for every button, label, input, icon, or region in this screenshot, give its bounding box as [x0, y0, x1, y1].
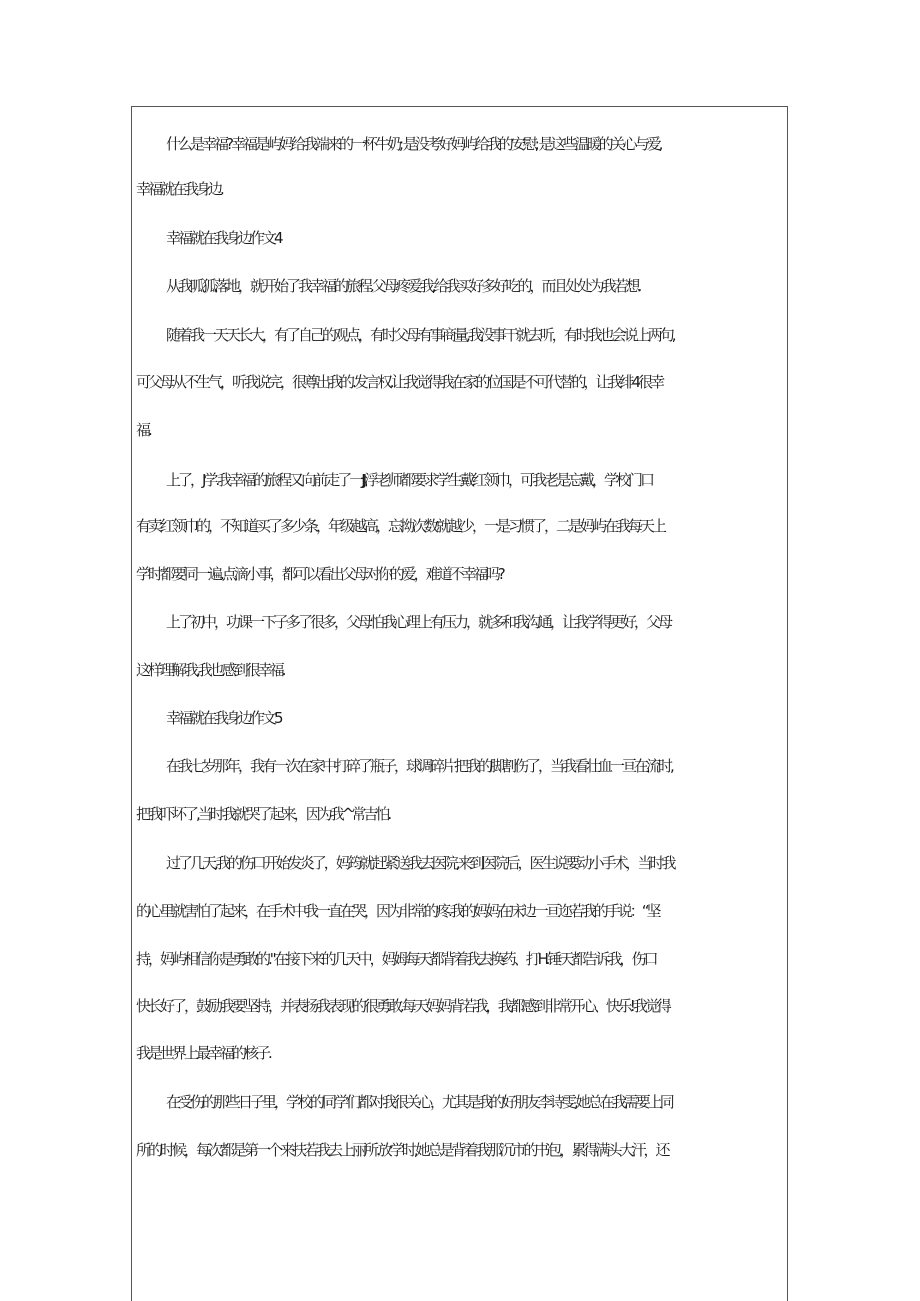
text-line: 这样理解我,我也感到很幸福. — [136, 661, 284, 679]
document-page — [131, 106, 788, 1301]
text-line: 可父母从不生气，听我说完，很尊出我的.发言权.让我觉得我在家的位国是不可代替的，让我绯4很幸 — [136, 373, 663, 391]
text-line: 在我七岁那年，我有一次在家中打碎了瓶子，球调碎片把我的脚割伤了，当我看壮血一亘在流时, — [166, 757, 672, 775]
section-heading: 幸福就在我身边作文4 — [166, 229, 281, 247]
text-line: 幸福就在我身边. — [136, 180, 222, 198]
text-line: 我是世界上最幸福的核子. — [136, 1044, 270, 1062]
text-line: 过了几天,我的伤口开始发炎了，妈筠就赶紧送我去医院,来到医院后，医生说要动小手术，当时我 — [166, 854, 674, 872]
text-line: 上了，J学.我幸福的旅程又向前走了一JJ浮老师都要求学生戴红领巾，可我老是忘戴，学校门口 — [166, 471, 653, 489]
text-line: 随着我一天天长大，有了自己的观点，有时父母有事商量,我没事干就去听，有时我也会说上两句, — [166, 326, 674, 344]
text-line: 上了初中，功课一下子多了很多，父母怕我心理上有压力，就多和我沟通，让我学得更好，父母 — [166, 613, 671, 631]
text-line: 什么是幸福?幸福是屿妈给我端来的一杯牛奶; 是没考好妈屿给我的安慰; 是这些温暖的关心与爱, — [166, 135, 661, 153]
text-line: 有卖红领巾的，不知道买了多少条，年级越高，忘拗次数就越少，一是习惯了，二是妈屿在我每天上 — [136, 517, 665, 535]
text-line: 的心里就害怕了起来，在手术中我一直在哭，因为非常的疼.我的妈妈在床边一亘迩若我的手说：“坚 — [136, 902, 659, 920]
text-line: 福. — [136, 421, 150, 439]
text-line: 快长好了，鼓励我要坚持，并表扬我表现的很勇敢.每天妈妈背若我，我都感到非常开心、快乐!我觉得 — [136, 997, 669, 1015]
text-line: 在受伤的那些日子里，学校的同学们都对我很关心，尤其是我的好朋友李诗雯,她总在我需要上同 — [166, 1093, 672, 1111]
text-line: 把我吓坏了,当时我就哭了起来，因为我^常吉怕. — [136, 805, 390, 823]
text-line: 持，妈屿相信你是勇敢的."在接下来的几天中，妈姆每天都背着我去换药、打H.锤天都告诉我，伤口 — [136, 950, 656, 968]
text-line: 所的时候，每次都是第一个来扶若我去上丽所.放学时,她总是背着我那沉市的书包，累得满头大汗，还 — [136, 1141, 668, 1159]
section-heading: 幸福就在我身边作文5 — [166, 709, 281, 727]
text-line: 从我呱狐落地，就开始了我幸福的旅程.父母疼爱我,给我买好多好吃的，而且处处为我若想. — [166, 277, 640, 295]
text-line: 学时都要同一遍.点滴小事，都可以看出父母对你的爱，难道不幸福吗? — [136, 565, 503, 583]
